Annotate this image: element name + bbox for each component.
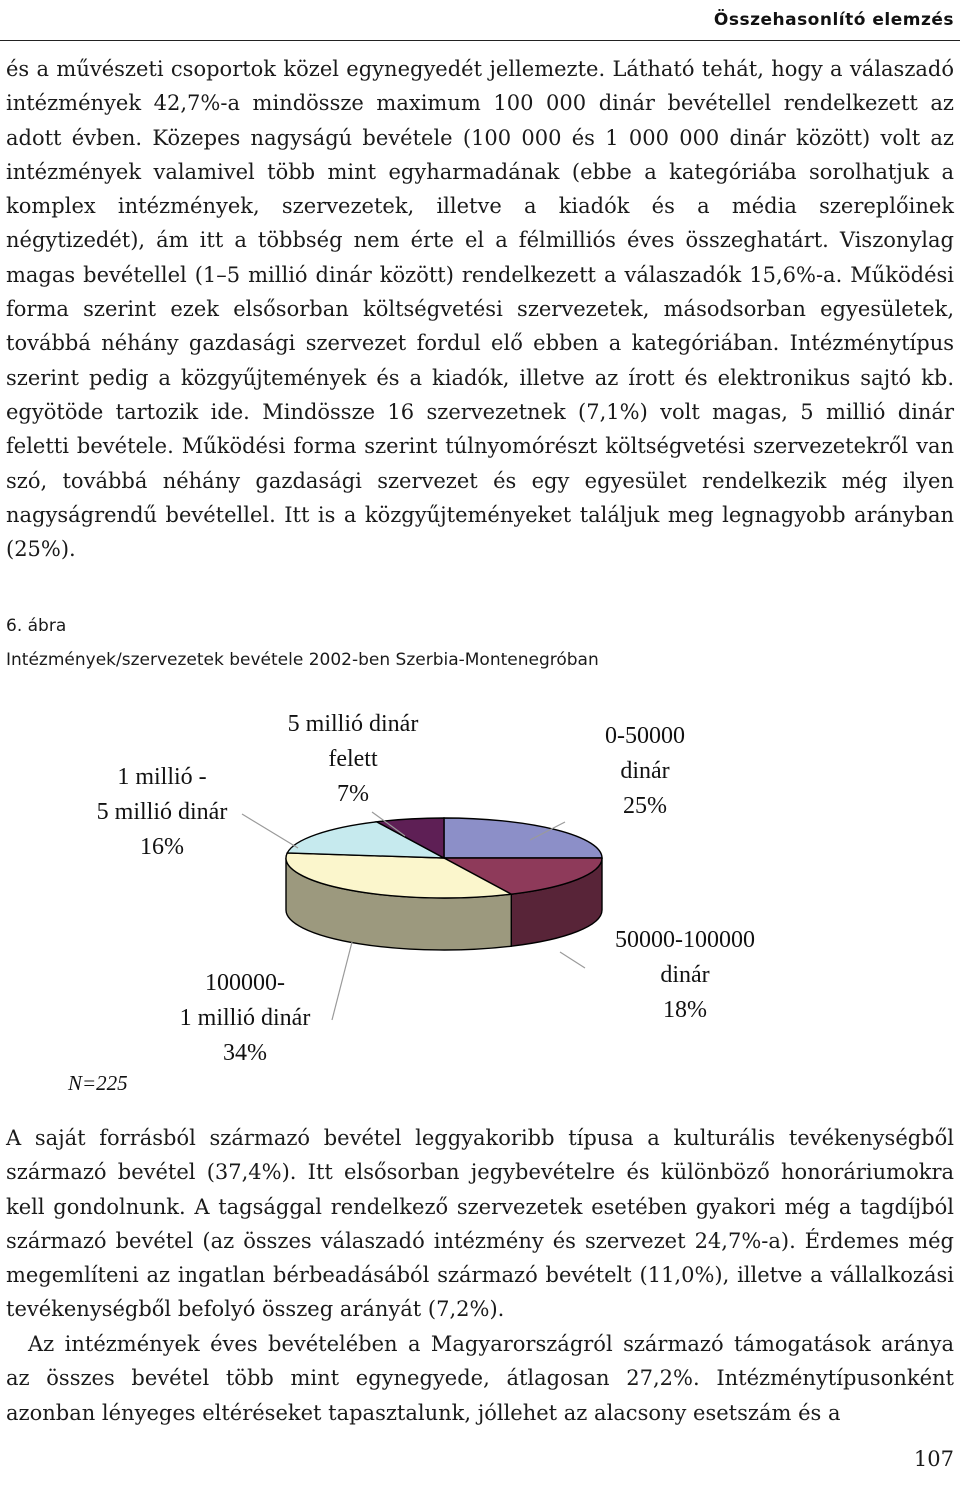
- pie-slice-0: [444, 818, 602, 858]
- figure-number: 6. ábra: [6, 616, 67, 636]
- paragraph-2: A saját forrásból származó bevétel leggyakoribb típusa a kulturális tevékenységből származó bevétel (37,4%). Itt elsősorban jegybevételre és különböző honoráriumokra kell gondolnunk. A tagsággal rendelkező szervezetek esetében gyakori még a tagdíjból származó bevétel (az összes válaszadó intézmény és szervezet 24,7%-a). Érdemes még megemlíteni az ingatlan bérbeadásából származó bevételt (11,0%), illetve a vállalkozási tevékenységből befolyó összeg arányát (7,2%).: [6, 1126, 954, 1322]
- paragraph-3: Az intézmények éves bevételében a Magyarországról származó támogatások aránya az összes bevétel több mint egynegyede, átlagosan 27,2%. Intézménytípusonként azonban lényeges eltéréseket tapasztalunk, jóllehet az alacsony esetszám és a: [6, 1332, 954, 1425]
- leader-line-1: [560, 952, 585, 968]
- slice-label-50000-100000: 50000-100000 dinár 18%: [615, 927, 755, 1023]
- slice-label-5-millio-felett: 5 millió dinár felett 7%: [287, 711, 419, 807]
- slice-label-1-5-millio: 1 millió - 5 millió dinár 16%: [96, 764, 228, 860]
- page-number: 107: [913, 1447, 954, 1471]
- slice-label-0-50000: 0-50000 dinár 25%: [605, 723, 685, 819]
- slice-label-100000-1-millio: 100000- 1 millió dinár 34%: [179, 970, 311, 1066]
- sample-size-note: N=225: [68, 1071, 128, 1095]
- pie-top: [286, 818, 602, 898]
- running-header: Összehasonlító elemzés: [713, 10, 954, 30]
- paragraph-1: és a művészeti csoportok közel egynegyedét jellemezte. Látható tehát, hogy a válaszadó intézmények 42,7%-a mindössze maximum 100 000 dinár bevétellel rendelkezett az adott évben. Közepes nagyságú bevétele (100 000 és 1 000 000 dinár között) volt az intézmények valamivel több mint egyharmadának (ebbe a kategóriába sorolhatjuk a komplex intézmények, szervezetek, illetve a kiadók és a média szereplőinek négytizedét), ám itt a többség nem érte el a félmilliós éves összeghatárt. Viszonylag magas bevétellel (1–5 millió dinár között) rendelkezett a válaszadók 15,6%-a. Működési forma szerint ezek elsősorban költségvetési szervezetek, másodsorban egyesületek, továbbá néhány gazdasági szervezet fordul elő ebben a kategóriában. Intézménytípus szerint pedig a közgyűjtemények és a kiadók, illetve az írott és elektronikus sajtó kb. egyötöde tartozik ide. Mindössze 16 szervezetnek (7,1%) volt magas, 5 millió dinár feletti bevétele. Működési forma szerint túlnyomórészt költségvetési szervezetekről van szó, továbbá néhány gazdasági szervezet és egy egyesület rendelkezik még ilyen nagyságrendű bevétellel. Itt is a közgyűjteményeket találjuk meg legnagyobb arányban (25%).: [6, 57, 954, 562]
- figure-title: Intézmények/szervezetek bevétele 2002-ben Szerbia-Montenegróban: [6, 650, 599, 670]
